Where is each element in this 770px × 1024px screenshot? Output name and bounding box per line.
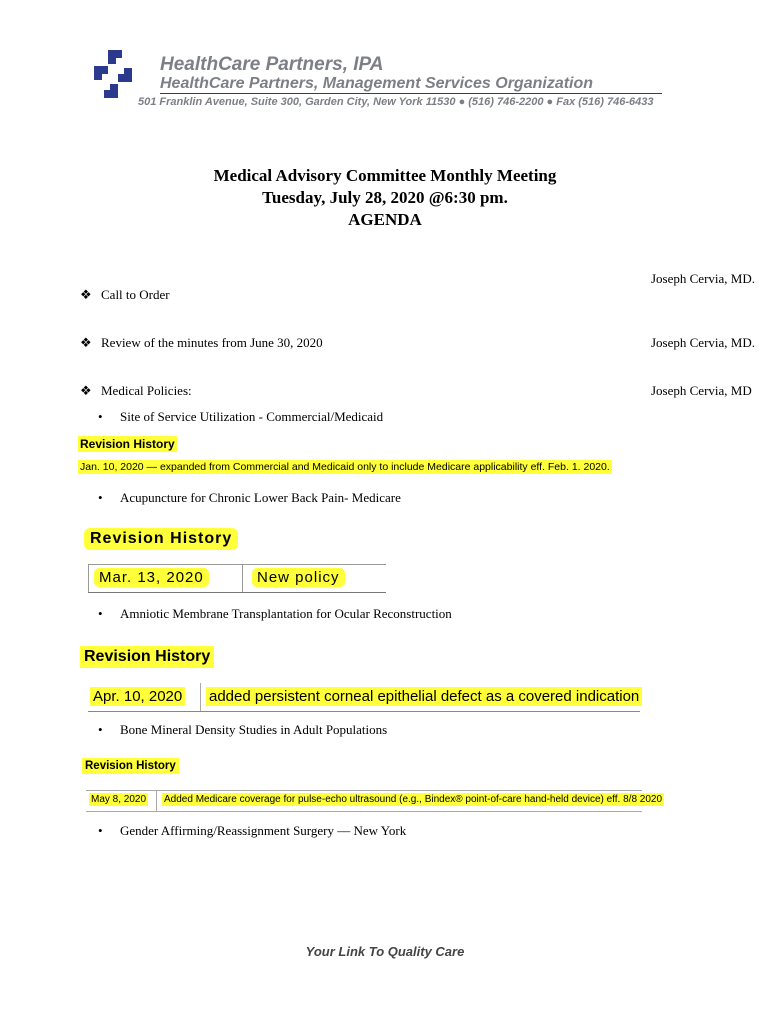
footer-tagline: Your Link To Quality Care — [305, 944, 465, 959]
presenter: Joseph Cervia, MD. — [651, 335, 755, 350]
policy-name: Site of Service Utilization - Commercial/Medicaid — [120, 409, 384, 424]
revision-entry: added persistent corneal epithelial defect as a covered indication — [206, 687, 642, 706]
org-subname: HealthCare Partners, Management Services Organization — [160, 75, 594, 92]
bullet-icon: • — [98, 722, 103, 737]
agenda-item: Call to Order — [101, 287, 170, 302]
bullet-icon: • — [98, 490, 103, 505]
org-address: 501 Franklin Avenue, Suite 300, Garden City, New York 11530 ● (516) 746-2200 ● Fax (516) 746-6433 — [138, 96, 654, 108]
bullet-icon: • — [98, 823, 103, 838]
policy-name: Bone Mineral Density Studies in Adult Populations — [120, 722, 388, 737]
revision-table — [88, 683, 640, 712]
meeting-date: Tuesday, July 28, 2020 @6:30 pm. — [262, 188, 508, 207]
presenter: Joseph Cervia, MD — [651, 383, 752, 398]
revision-table — [86, 790, 663, 812]
bullet-icon: • — [98, 409, 103, 424]
revision-entry: Jan. 10, 2020 — expanded from Commercial and Medicaid only to include Medicare applicability eff. Feb. 1. 2020. — [80, 461, 610, 473]
revision-history-title: Revision History — [84, 528, 238, 550]
revision-history-title: Revision History — [82, 758, 179, 774]
revision-date: Mar. 13, 2020 — [94, 568, 209, 587]
org-name: HealthCare Partners, IPA — [160, 54, 384, 75]
meeting-title: Medical Advisory Committee Monthly Meeting — [213, 166, 557, 185]
agenda-item: Medical Policies: — [101, 383, 192, 398]
bullet-icon: • — [98, 606, 103, 621]
diamond-bullet-icon: ❖ — [80, 287, 92, 302]
agenda-heading: AGENDA — [348, 210, 422, 229]
revision-entry: New policy — [252, 568, 345, 587]
revision-history-title: Revision History — [80, 646, 214, 668]
policy-name: Acupuncture for Chronic Lower Back Pain- Medicare — [120, 490, 401, 505]
revision-entry: Added Medicare coverage for pulse-echo ultrasound (e.g., Bindex® point-of-care hand-held device) eff. 8/8 2020 — [164, 794, 663, 805]
agenda-item: Review of the minutes from June 30, 2020 — [101, 335, 323, 350]
presenter: Joseph Cervia, MD. — [651, 271, 755, 286]
policy-name: Amniotic Membrane Transplantation for Ocular Reconstruction — [120, 606, 452, 621]
diamond-bullet-icon: ❖ — [80, 335, 92, 350]
healthcare-cross-logo-icon — [92, 48, 134, 100]
revision-table — [88, 564, 386, 593]
revision-date: Apr. 10, 2020 — [90, 687, 185, 706]
header-divider — [160, 93, 662, 94]
revision-date: May 8, 2020 — [91, 794, 147, 805]
revision-history-title: Revision History — [80, 437, 175, 451]
diamond-bullet-icon: ❖ — [80, 383, 92, 398]
policy-name: Gender Affirming/Reassignment Surgery — New York — [120, 823, 407, 838]
